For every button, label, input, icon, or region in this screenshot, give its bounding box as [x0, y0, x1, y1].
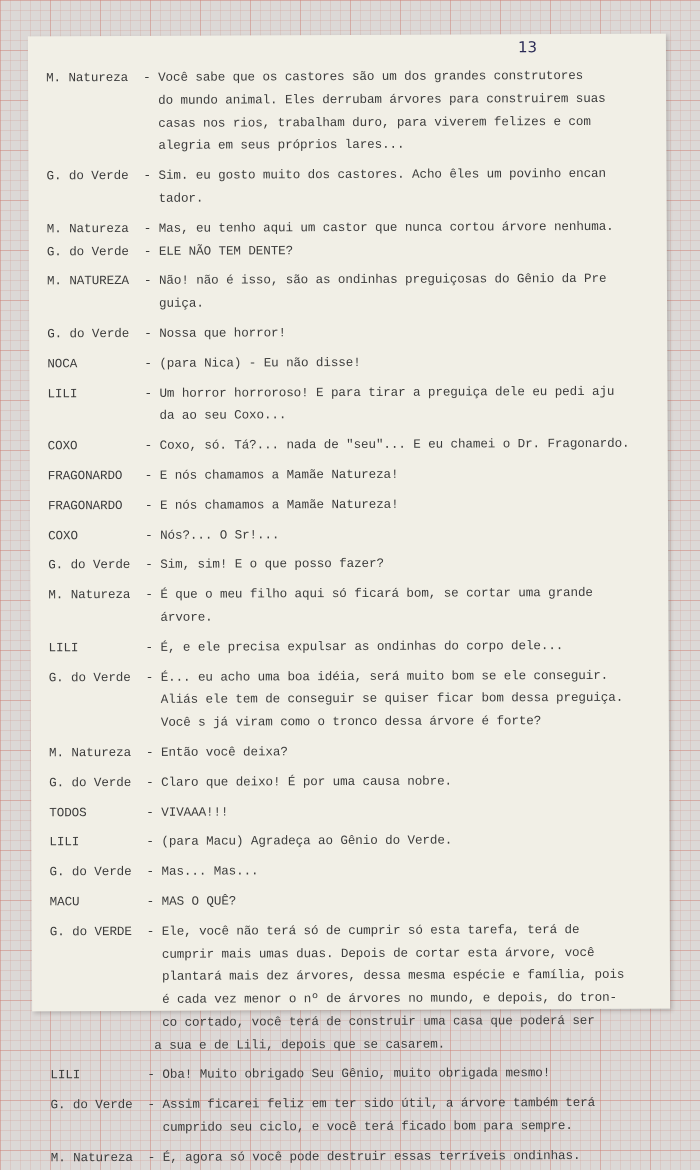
- dialogue-line: Ele, você não terá só de cumprir só esta tarefa, terá de: [161, 922, 580, 939]
- dialogue-lines: [159, 238, 667, 263]
- speaker-dash: -: [145, 745, 154, 760]
- dialogue-lines: [154, 918, 671, 1057]
- dialogue-line: é cada vez menor o nº de árvores no mundo, e depois, do tron-: [162, 990, 618, 1007]
- dialogue-line: Não! não é isso, são as ondinhas preguiçosas do Gênio da Pre: [158, 272, 607, 289]
- dialogue-entry: [29, 321, 667, 347]
- dialogue-entry: [30, 634, 668, 660]
- speaker-dash: -: [145, 528, 153, 543]
- dialogue-line: Aliás ele tem de conseguir se quiser ficar bom dessa preguiça.: [160, 691, 624, 708]
- dialogue-entry: [32, 918, 671, 1058]
- speaker-name: G. do Verde: [48, 670, 131, 685]
- speaker-dash: -: [143, 244, 152, 259]
- dialogue-entry: [31, 859, 669, 885]
- speaker-name: COXO: [48, 528, 78, 543]
- speaker-dash: -: [144, 468, 153, 483]
- dialogue-line: É... eu acho uma boa idéia, será muito bom se ele conseguir.: [160, 668, 609, 685]
- dialogue-line: co cortado, você terá de construir uma casa que poderá ser: [162, 1013, 595, 1030]
- dialogue-entry: [30, 582, 668, 630]
- dialogue-line: Claro que deixo! É por uma causa nobre.: [161, 774, 453, 790]
- dialogue-entry: [33, 1144, 671, 1170]
- dialogue-line: É que o meu filho aqui só ficará bom, se cortar uma grande: [160, 586, 593, 602]
- speaker-name: LILI: [48, 640, 79, 656]
- dialogue-line: (para Nica) - Eu não disse!: [159, 355, 361, 371]
- dialogue-entry: [28, 65, 666, 159]
- speaker-name: G. do Verde: [48, 558, 131, 573]
- dialogue-line: Nós?... O Sr!...: [160, 527, 280, 543]
- dialogue-entry: [32, 1062, 670, 1088]
- speaker-name: LILI: [50, 1068, 81, 1083]
- speaker-dash: -: [143, 169, 151, 184]
- dialogue-entry: [29, 380, 667, 428]
- dialogue-line: cumprir mais umas duas. Depois de cortar esta árvore, você: [161, 945, 595, 962]
- speaker-name: G. do Verde: [50, 1098, 133, 1113]
- dialogue-line: do mundo animal. Eles derrubam árvores para construirem suas: [158, 91, 606, 108]
- dialogue-line: ELE NÃO TEM DENTE?: [158, 243, 294, 259]
- dialogue-lines: [158, 163, 666, 211]
- dialogue-lines: [160, 552, 668, 577]
- dialogue-lines: [159, 350, 667, 375]
- dialogue-line: E nós chamamos a Mamãe Natureza!: [159, 467, 399, 483]
- speaker-dash: -: [144, 386, 152, 401]
- dialogue-entry: [31, 829, 669, 855]
- speaker-dash: -: [144, 356, 152, 371]
- dialogue-lines: [162, 1092, 670, 1140]
- speaker-name: TODOS: [49, 805, 87, 820]
- typewritten-page: [28, 34, 670, 1166]
- page-number: 13: [517, 38, 538, 57]
- speaker-name: M. Natureza: [50, 1150, 133, 1166]
- dialogue-entry: [31, 799, 669, 825]
- dialogue-entry: [29, 350, 667, 376]
- dialogue-entry: [31, 769, 669, 795]
- speaker-dash: -: [145, 640, 154, 655]
- dialogue-line: casas nos rios, trabalham duro, para viverem felizes e com: [158, 114, 591, 131]
- dialogue-line: Você s já viram como o tronco dessa árvore é forte?: [160, 714, 542, 730]
- dialogue-line: Então você deixa?: [160, 745, 288, 760]
- dialogue-line: É, e ele precisa expulsar as ondinhas do corpo dele...: [160, 638, 564, 655]
- dialogue-line: Sim, sim! E o que posso fazer?: [160, 557, 384, 573]
- speaker-name: FRAGONARDO: [47, 468, 123, 484]
- speaker-dash: -: [146, 775, 154, 790]
- dialogue-lines: [162, 1062, 670, 1087]
- speaker-dash: -: [147, 1068, 155, 1083]
- dialogue-entry: [29, 215, 667, 241]
- dialogue-line: MAS O QUÊ?: [161, 894, 237, 909]
- dialogue-lines: [160, 463, 668, 488]
- dialogue-line: Mas, eu tenho aqui um castor que nunca cortou árvore nenhuma.: [158, 219, 614, 236]
- dialogue-line: Você sabe que os castores são um dos grandes construtores: [158, 68, 584, 85]
- speaker-dash: -: [147, 1098, 156, 1113]
- speaker-name: G. do Verde: [46, 244, 129, 259]
- speaker-dash: -: [145, 558, 153, 573]
- dialogue-line: guiça.: [159, 296, 204, 311]
- speaker-name: M. Natureza: [46, 70, 129, 86]
- dialogue-entry: [30, 463, 668, 489]
- speaker-name: G. do Verde: [49, 865, 132, 880]
- speaker-dash: -: [143, 221, 152, 236]
- dialogue-lines: [160, 492, 668, 517]
- speaker-dash: -: [145, 587, 153, 603]
- speaker-name: M. Natureza: [48, 745, 132, 761]
- speaker-dash: -: [146, 864, 155, 879]
- speaker-name: G. do Verde: [49, 775, 132, 791]
- dialogue-lines: [161, 859, 669, 884]
- dialogue-entry: [30, 522, 668, 548]
- speaker-dash: -: [146, 805, 154, 820]
- dialogue-line: Um horror horroroso! E para tirar a preguiça dele eu pedi aju: [159, 384, 615, 401]
- speaker-dash: -: [143, 70, 151, 85]
- dialogue-lines: [163, 1144, 671, 1169]
- dialogue-line: plantará mais dez árvores, dessa mesma espécie e família, pois: [161, 968, 625, 985]
- dialogue-entry: [30, 552, 668, 578]
- dialogue-line: Assim ficarei feliz em ter sido útil, a árvore também terá: [162, 1096, 596, 1113]
- dialogue-lines: [159, 268, 667, 316]
- dialogue-entry: [28, 163, 666, 211]
- dialogue-lines: [158, 65, 666, 158]
- dialogue-line: VIVAAA!!!: [161, 805, 229, 820]
- speaker-dash: -: [144, 326, 152, 341]
- speaker-name: LILI: [49, 835, 80, 850]
- dialogue-line: Mas... Mas...: [161, 864, 259, 879]
- dialogue-line: Sim. eu gosto muito dos castores. Acho êles um povinho encan: [158, 167, 606, 184]
- speaker-dash: -: [147, 1150, 156, 1165]
- dialogue-line: árvore.: [160, 610, 213, 625]
- speaker-dash: -: [146, 835, 154, 850]
- speaker-dash: -: [143, 274, 152, 289]
- dialogue-entry: [31, 740, 669, 766]
- speaker-name: G. do Verde: [47, 326, 130, 342]
- dialogue-line: da ao seu Coxo...: [159, 408, 287, 424]
- dialogue-line: É, agora só você pode destruir essas terríveis ondinhas.: [162, 1148, 581, 1165]
- speaker-name: G. do VERDE: [49, 924, 132, 940]
- dialogue-line: a sua e de Lili, depois que se casarem.: [154, 1037, 446, 1053]
- dialogue-line: E nós chamamos a Mamãe Natureza!: [159, 497, 399, 513]
- dialogue-lines: [160, 582, 668, 630]
- speaker-name: M. Natureza: [46, 221, 129, 237]
- dialogue-entry: [29, 268, 667, 316]
- dialogue-lines: [160, 522, 668, 547]
- script-dialogue: [28, 65, 671, 1170]
- dialogue-line: (para Macu) Agradeça ao Gênio do Verde.: [161, 833, 453, 850]
- dialogue-lines: [159, 321, 667, 346]
- dialogue-lines: [160, 634, 668, 659]
- dialogue-line: alegria em seus próprios lares...: [158, 138, 405, 154]
- speaker-name: COXO: [47, 439, 78, 454]
- speaker-dash: -: [144, 439, 153, 454]
- speaker-name: M. NATUREZA: [46, 274, 130, 289]
- speaker-dash: -: [146, 924, 155, 939]
- speaker-dash: -: [146, 894, 155, 909]
- speaker-name: M. Natureza: [48, 588, 131, 603]
- dialogue-lines: [161, 664, 669, 735]
- speaker-name: G. do Verde: [46, 169, 129, 184]
- speaker-name: NOCA: [47, 356, 78, 372]
- dialogue-line: Coxo, só. Tá?... nada de "seu"... E eu chamei o Dr. Fragonardo.: [159, 436, 630, 453]
- dialogue-lines: [160, 433, 668, 458]
- dialogue-entry: [30, 492, 668, 518]
- speaker-dash: -: [145, 670, 154, 685]
- speaker-name: LILI: [47, 386, 78, 401]
- dialogue-lines: [161, 740, 669, 765]
- dialogue-entry: [29, 238, 667, 264]
- dialogue-line: cumprido seu ciclo, e você terá ficado bom para sempre.: [162, 1119, 573, 1135]
- dialogue-line: tador.: [158, 191, 204, 206]
- speaker-dash: -: [144, 498, 153, 513]
- dialogue-lines: [161, 829, 669, 854]
- dialogue-lines: [159, 380, 667, 428]
- speaker-name: FRAGONARDO: [47, 498, 123, 514]
- dialogue-lines: [162, 889, 670, 914]
- speaker-name: MACU: [49, 895, 80, 910]
- dialogue-lines: [159, 215, 667, 240]
- dialogue-entry: [30, 433, 668, 459]
- dialogue-entry: [32, 1092, 670, 1140]
- dialogue-lines: [161, 769, 669, 794]
- dialogue-entry: [31, 664, 669, 735]
- dialogue-line: Oba! Muito obrigado Seu Gênio, muito obrigada mesmo!: [162, 1066, 551, 1083]
- dialogue-lines: [161, 799, 669, 824]
- dialogue-line: Nossa que horror!: [159, 326, 286, 341]
- dialogue-entry: [32, 889, 670, 915]
